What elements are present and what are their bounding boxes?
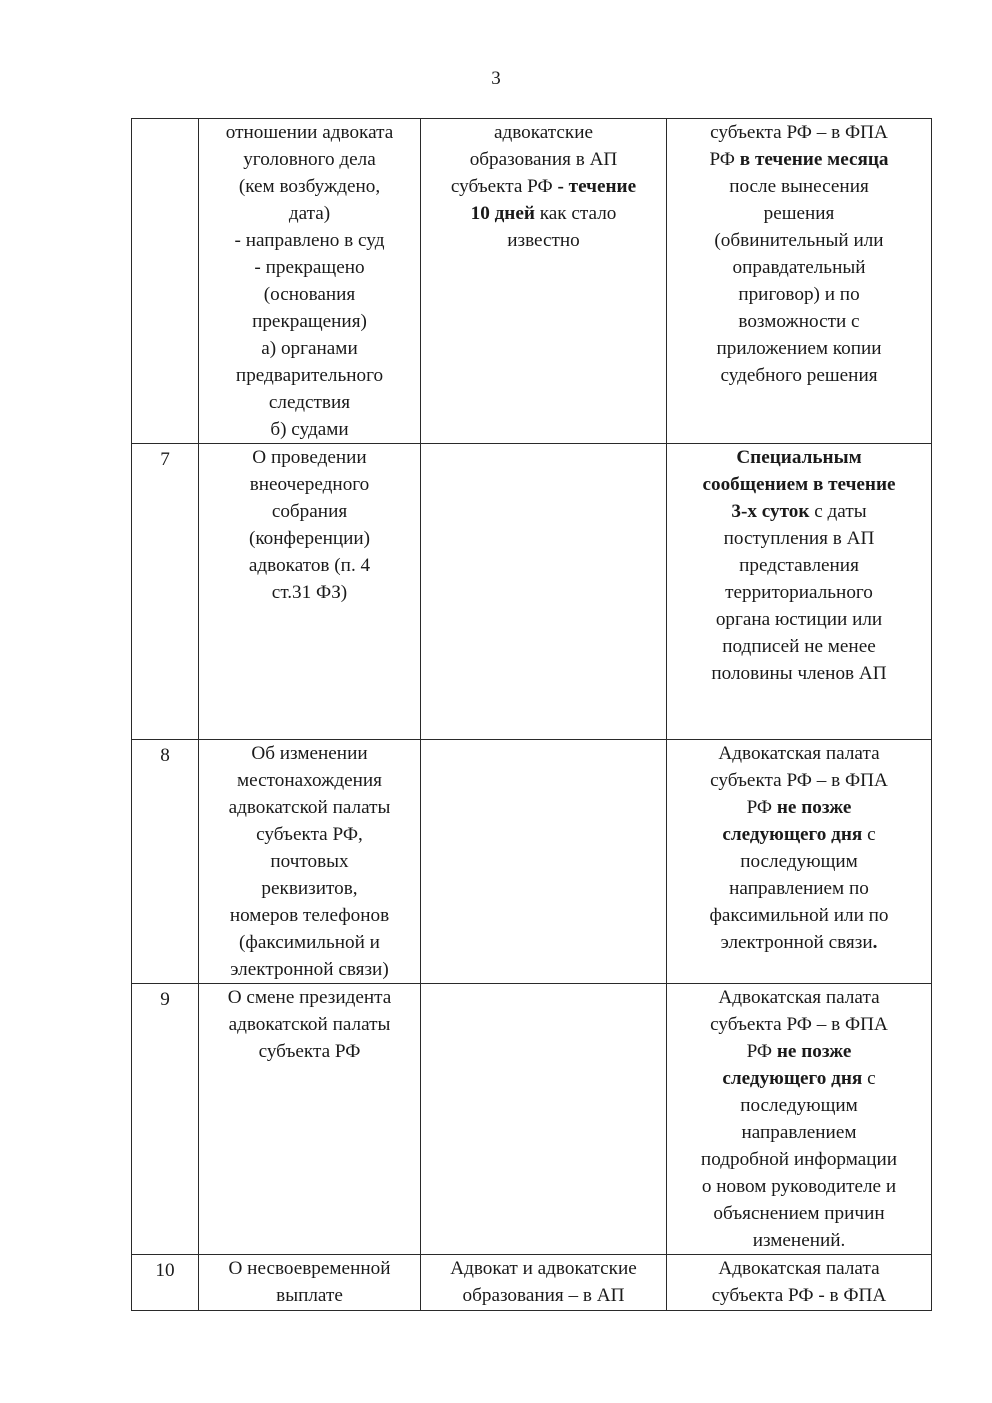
deadline-text-line: возможности с — [738, 311, 860, 332]
deadline-text-line: оправдательный — [732, 257, 866, 278]
deadline-text-line: направлением по — [729, 878, 869, 899]
row-number-cell: 7 — [132, 444, 199, 740]
deadline-text-line: представления — [739, 555, 859, 576]
event-text-line: (кем возбуждено, — [238, 176, 381, 197]
deadline-cell — [667, 1255, 932, 1311]
reporter-text-line: 10 дней как стало — [470, 203, 617, 224]
deadline-text-line: подробной информации — [700, 1149, 898, 1170]
deadline-text-line: следующего дня с — [722, 824, 876, 845]
event-text-line: выплате — [276, 1285, 343, 1306]
deadline-text-line: изменений. — [752, 1230, 846, 1251]
reporter-text-line: образования – в АП — [462, 1285, 625, 1306]
deadline-text-line: электронной связи. — [720, 932, 878, 953]
event-text-line: (факсимильной и — [239, 932, 380, 953]
deadline-text-line: органа юстиции или — [715, 609, 883, 630]
event-cell — [199, 119, 421, 444]
reporter-cell — [421, 119, 667, 444]
event-text-line: О проведении — [252, 447, 367, 468]
deadline-text-line: Специальным — [736, 447, 862, 468]
event-text-line: собрания — [271, 501, 348, 522]
deadline-text-line: факсимильной или по — [709, 905, 889, 926]
event-text-line: следствия — [268, 392, 351, 413]
deadline-text-line: судебного решения — [720, 365, 878, 386]
reporter-cell — [421, 444, 667, 740]
deadline-text-line: сообщением в течение — [702, 474, 896, 495]
deadline-text-line: (обвинительный или — [714, 230, 884, 251]
row-number-cell: 10 — [132, 1255, 199, 1311]
event-text-line: предварительного — [235, 365, 384, 386]
deadline-text-line: субъекта РФ – в ФПА — [710, 770, 888, 791]
table-row — [132, 444, 932, 740]
table-body — [132, 119, 932, 1311]
event-text-line: а) органами — [261, 338, 358, 359]
event-text-line: (конференции) — [248, 528, 371, 549]
deadline-text-line: направлением — [741, 1122, 857, 1143]
event-cell — [199, 444, 421, 740]
event-text-line: субъекта РФ — [258, 1041, 361, 1062]
deadline-text-line: 3-х суток с даты — [731, 501, 867, 522]
deadline-text-line: половины членов АП — [711, 663, 887, 684]
deadline-text-line: о новом руководителе и — [701, 1176, 897, 1197]
reporter-text-line: адвокатские — [493, 122, 594, 143]
deadline-cell — [667, 740, 932, 984]
event-text-line: номеров телефонов — [229, 905, 390, 926]
deadline-text-line: РФ не позже — [746, 797, 852, 818]
deadline-text-line: РФ не позже — [746, 1041, 852, 1062]
deadline-text-line: объяснением причин — [713, 1203, 885, 1224]
event-text-line: - прекращено — [254, 257, 365, 278]
deadline-text-line: Адвокатская палата — [718, 743, 880, 764]
deadline-cell — [667, 444, 932, 740]
deadline-text-line: субъекта РФ – в ФПА — [710, 122, 888, 143]
deadline-text-line: территориального — [725, 582, 873, 603]
event-text-line: отношении адвоката — [225, 122, 394, 143]
deadline-text-line: последующим — [740, 851, 858, 872]
deadline-text-line: решения — [763, 203, 835, 224]
event-text-line: адвокатской палаты — [228, 1014, 391, 1035]
deadline-text-line: поступления в АП — [723, 528, 875, 549]
event-text-line: Об изменении — [251, 743, 368, 764]
reporter-cell — [421, 740, 667, 984]
reporter-text-line: субъекта РФ - течение — [450, 176, 637, 197]
table-row — [132, 740, 932, 984]
deadline-text-line: последующим — [740, 1095, 858, 1116]
deadline-cell — [667, 119, 932, 444]
reporter-text-line: известно — [507, 230, 580, 251]
page-number: 3 — [491, 68, 501, 89]
row-number-cell — [132, 119, 199, 444]
event-text-line: О несвоевременной — [228, 1258, 391, 1279]
table-row — [132, 1255, 932, 1311]
deadline-cell — [667, 984, 932, 1255]
deadline-text-line: РФ в течение месяца — [709, 149, 889, 170]
notification-table — [131, 118, 932, 1311]
deadline-text-line: следующего дня с — [722, 1068, 876, 1089]
deadline-text-line: субъекта РФ - в ФПА — [711, 1285, 887, 1306]
deadline-text-line: Адвокатская палата — [718, 1258, 880, 1279]
event-cell — [199, 740, 421, 984]
row-number-cell: 8 — [132, 740, 199, 984]
table-row — [132, 119, 932, 444]
reporter-text-line: Адвокат и адвокатские — [450, 1258, 637, 1279]
deadline-text-line: Адвокатская палата — [718, 987, 880, 1008]
event-text-line: местонахождения — [236, 770, 383, 791]
event-text-line: адвокатской палаты — [228, 797, 391, 818]
table-row — [132, 984, 932, 1255]
event-text-line: прекращения) — [252, 311, 367, 332]
event-text-line: б) судами — [270, 419, 349, 440]
event-cell — [199, 1255, 421, 1311]
event-text-line: адвокатов (п. 4 — [248, 555, 371, 576]
event-text-line: (основания — [263, 284, 356, 305]
deadline-text-line: подписей не менее — [722, 636, 876, 657]
row-number-cell: 9 — [132, 984, 199, 1255]
event-text-line: реквизитов, — [261, 878, 358, 899]
event-text-line: субъекта РФ, — [256, 824, 363, 845]
event-cell — [199, 984, 421, 1255]
deadline-text-line: приговор) и по — [738, 284, 860, 305]
event-text-line: почтовых — [270, 851, 349, 872]
event-text-line: ст.31 ФЗ) — [271, 582, 348, 603]
event-text-line: электронной связи) — [230, 959, 389, 980]
reporter-text-line: образования в АП — [469, 149, 618, 170]
reporter-cell — [421, 1255, 667, 1311]
deadline-text-line: субъекта РФ – в ФПА — [710, 1014, 888, 1035]
notification-table-wrapper — [131, 118, 931, 1311]
reporter-cell — [421, 984, 667, 1255]
event-text-line: уголовного дела — [243, 149, 376, 170]
event-text-line: О смене президента — [227, 987, 392, 1008]
event-text-line: - направлено в суд — [234, 230, 385, 251]
event-text-line: внеочередного — [249, 474, 370, 495]
deadline-text-line: приложением копии — [716, 338, 882, 359]
deadline-text-line: после вынесения — [729, 176, 869, 197]
event-text-line: дата) — [288, 203, 331, 224]
